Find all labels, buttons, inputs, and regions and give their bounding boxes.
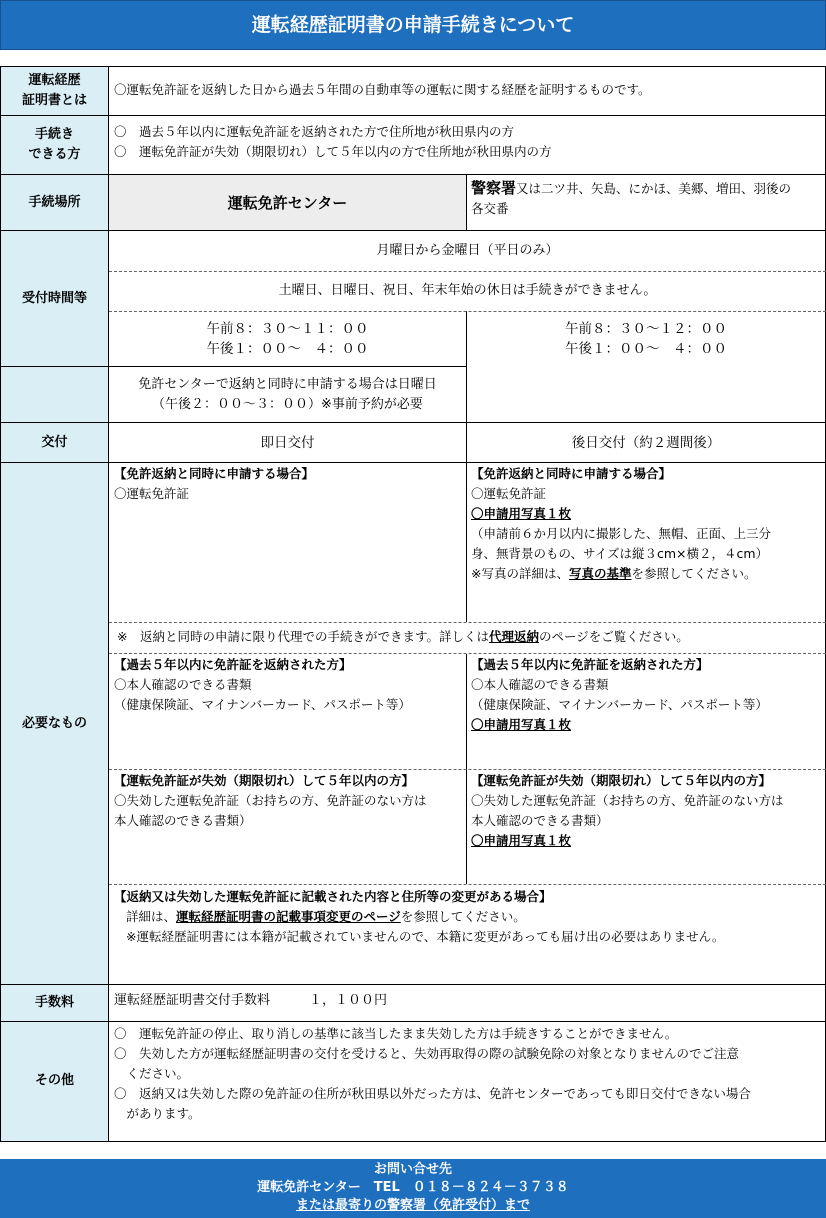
req-sec4: 【返納又は失効した運転免許証に記載された内容と住所等の変更がある場合】 詳細は、運転経歴証明書の記載事項変更のページを参照してください。 ※運転経歴証明書には本籍が記載されていませんので、本籍に変更があっても届け出の必要はありません。 (114, 889, 725, 944)
place-police: 警察署又は二ツ井、矢島、にかほ、美郷、増田、羽後の 各交番 (471, 179, 792, 216)
req-sec3-right: 【運転免許証が失効（期限切れ）して５年以内の方】 〇失効した運転免許証（お持ちの方、免許証のない方は 本人確認のできる書類） 〇申請用写真１枚 (471, 773, 784, 848)
proxy-return-link[interactable]: 代理返納 (488, 629, 539, 644)
req-sec1-right: 【免許返納と同時に申請する場合】 〇運転免許証 〇申請用写真１枚 （申請前６か月以内に撮影した、無帽、正面、上三分 身、無背景のもの、サイズは縦３cm×横２，４cm） ※写真の詳細は、写真の基準を参照してください。 (466, 463, 826, 621)
photo-requirement: 〇申請用写真１枚 (471, 506, 572, 521)
table-border (0, 66, 826, 67)
dashed-divider (109, 884, 826, 885)
dashed-divider (109, 653, 826, 654)
eligible-list (109, 122, 825, 170)
row-label-blank (0, 367, 109, 423)
req-sec1-left: 【免許返納と同時に申請する場合】 〇運転免許証 (114, 466, 315, 501)
other-item: 〇 運転免許証の停止、取り消しの基準に該当したまま失効した方は手続きすることができません。 (114, 1026, 678, 1041)
place-center: 運転免許センター (109, 174, 466, 231)
req-sec2-right: 【過去５年以内に免許証を返納された方】 〇本人確認のできる書類 （健康保険証、マイナンバーカード、パスポート等） 〇申請用写真１枚 (471, 657, 768, 732)
contact-heading: お問い合せ先 (373, 1162, 452, 1177)
row-divider (0, 984, 826, 985)
row-divider (0, 230, 826, 231)
req-sec3-left: 【運転免許証が失効（期限切れ）して５年以内の方】 〇失効した運転免許証（お持ちの方、免許証のない方は 本人確認のできる書類） (114, 773, 427, 828)
proxy-note: ※ 返納と同時の申請に限り代理での手続きができます。詳しくは代理返納のページをご覧ください。 (117, 629, 689, 644)
other-item: 〇 返納又は失効した際の免許証の住所が秋田県以外だった方は、免許センターであっても即日交付できない場合 (114, 1086, 751, 1101)
eligible-item: 〇 運転免許証が失効（期限切れ）して５年以内の方で住所地が秋田県内の方 (114, 144, 552, 159)
dashed-divider (109, 622, 826, 623)
record-change-link[interactable]: 運転経歴証明書の記載事項変更のページ (176, 909, 401, 924)
row-label-eligible: 手続き できる方 (0, 115, 109, 174)
row-label-required: 必要なもの (0, 463, 109, 984)
definition-text: 〇運転免許証を返納した日から過去５年間の自動車等の運転に関する経歴を証明するものです。 (114, 82, 651, 97)
req-sec2-left: 【過去５年以内に免許証を返納された方】 〇本人確認のできる書類 （健康保険証、マイナンバーカード、パスポート等） (114, 657, 411, 712)
row-label-delivery: 交付 (0, 423, 109, 463)
hours-closed: 土曜日、日曜日、祝日、年末年始の休日は手続きができません。 (278, 283, 657, 298)
hours-weekdays: 月曜日から金曜日（平日のみ） (376, 243, 559, 258)
row-divider (0, 366, 109, 367)
row-label-fee: 手数料 (0, 984, 109, 1021)
dashed-divider (109, 769, 826, 770)
dashed-divider (109, 311, 826, 312)
delivery-police: 後日交付（約２週間後） (571, 435, 721, 451)
eligible-item: 〇 過去５年以内に運転免許証を返納された方で住所地が秋田県内の方 (114, 124, 515, 139)
column-divider (466, 311, 467, 423)
row-divider (0, 1021, 826, 1022)
row-divider (0, 174, 826, 175)
hours-center: 午前８：３０～１１：００ 午後１：００～ ４：００ (206, 321, 369, 357)
row-label-hours: 受付時間等 (0, 231, 109, 367)
other-list: 〇 運転免許証の停止、取り消しの基準に該当したまま失効した方は手続きすることができません。 〇 失効した方が運転経歴証明書の交付を受けると、失効再取得の際の試験免除の対象となりませんのでご注意 ください。 〇 返納又は失効した際の免許証の住所が秋田県以外だった方は、免許センターであっても即日交付できない場合 があります。 (109, 1024, 825, 1139)
other-item: 〇 失効した方が運転経歴証明書の交付を受けると、失効再取得の際の試験免除の対象となりませんのでご注意 (114, 1046, 740, 1061)
sunday-note: 免許センターで返納と同時に申請する場合は日曜日 （午後２：００～３：００）※事前予約が必要 (138, 377, 437, 412)
police-station-label: 警察署 (471, 179, 517, 197)
column-divider (466, 174, 467, 231)
row-divider (109, 366, 466, 367)
column-divider (108, 66, 109, 1142)
row-divider (0, 462, 826, 463)
delivery-center: 即日交付 (260, 435, 315, 451)
dashed-divider (109, 271, 826, 272)
table-border (0, 1141, 826, 1142)
column-divider (466, 423, 467, 622)
photo-standard-link[interactable]: 写真の基準 (568, 566, 632, 581)
contact-footer (0, 1159, 826, 1218)
row-label-definition: 運転経歴 証明書とは (0, 67, 109, 115)
fee-text: 運転経歴証明書交付手数料 １，１００円 (114, 993, 388, 1008)
row-label-other: その他 (0, 1021, 109, 1141)
page-title: 運転経歴証明書の申請手続きについて (0, 0, 826, 50)
row-label-place: 手続場所 (0, 174, 109, 231)
table-border (0, 66, 1, 1142)
hours-police: 午前８：３０～１２：００ 午後１：００～ ４：００ (565, 321, 727, 357)
contact-nearest-station: または最寄りの警察署（免許受付）まで (295, 1198, 530, 1213)
row-divider (0, 115, 826, 116)
row-divider (0, 422, 826, 423)
contact-phone: 運転免許センター TEL ０１８－８２４－３７３８ (257, 1180, 569, 1195)
